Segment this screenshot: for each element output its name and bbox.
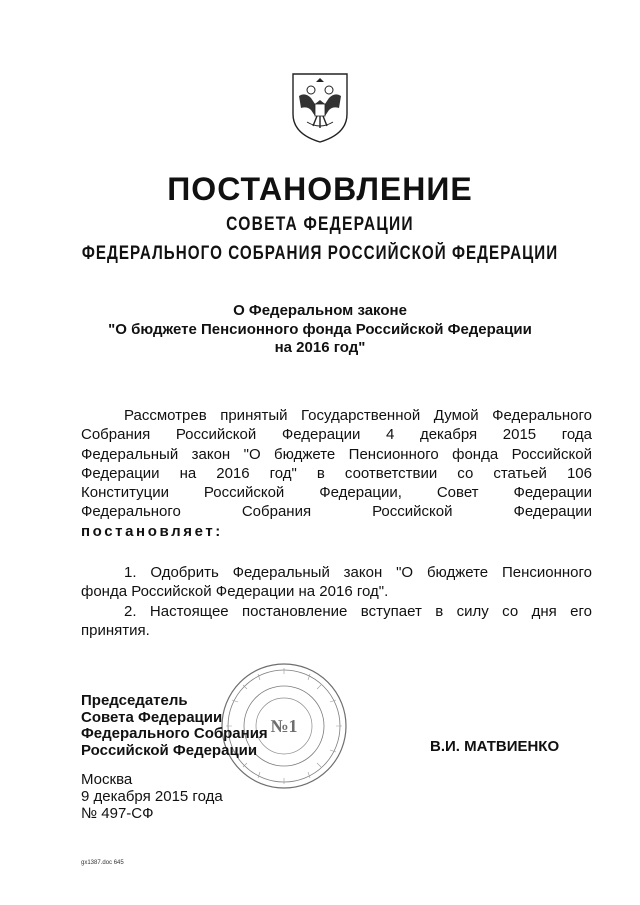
document-number: № 497-СФ [81, 805, 154, 822]
position-line: Совета Федерации [81, 708, 223, 726]
signatory-position [81, 693, 268, 759]
issuer-line-2: ФЕДЕРАЛЬНОГО СОБРАНИЯ РОССИЙСКОЙ ФЕДЕРАЦИИ [81, 243, 559, 264]
item-2-line: принятия. [81, 621, 150, 639]
place-date-number [81, 771, 223, 822]
position-line: Федерального Собрания [81, 725, 268, 742]
seal-number: №1 [270, 716, 298, 736]
preamble-line: Федеральный закон "О бюджете Пенсионного фонда Российской [81, 445, 592, 463]
city: Москва [81, 771, 133, 788]
item-2-line: 2. Настоящее постановление вступает в силу со дня его [124, 602, 592, 620]
document-subject [0, 302, 640, 358]
signatory-name: В.И. МАТВИЕНКО [430, 738, 560, 755]
preamble-line: Конституции Российской Федерации, Совет Федерации [81, 484, 592, 502]
preamble-line: Федерации на 2016 год" в соответствии со статьей 106 [81, 464, 592, 482]
resolution-items [81, 563, 592, 640]
issuer-line-1: СОВЕТА ФЕДЕРАЦИИ [226, 214, 414, 235]
position-line: Российской Федерации [81, 741, 258, 759]
coat-of-arms-icon [289, 70, 351, 144]
subject-line: на 2016 год" [274, 339, 366, 356]
preamble-paragraph [81, 406, 592, 541]
file-code: gx1387.doc 645 [81, 860, 124, 866]
position-line: Председатель [81, 692, 188, 709]
date: 9 декабря 2015 года [81, 788, 223, 805]
document-title: ПОСТАНОВЛЕНИЕ [167, 171, 473, 207]
item-1-line: фонда Российской Федерации на 2016 год". [81, 583, 389, 601]
preamble-line: Рассмотрев принятый Государственной Думой Федерального [124, 407, 592, 424]
preamble-line: Собрания Российской Федерации 4 декабря 2015 года [81, 426, 592, 444]
item-1-line: 1. Одобрить Федеральный закон "О бюджете Пенсионного [124, 564, 592, 581]
decision-keyword: постановляет: [81, 522, 223, 540]
subject-line: "О бюджете Пенсионного фонда Российской Федерации [108, 320, 532, 338]
subject-line: О Федеральном законе [233, 302, 407, 319]
preamble-line: Федерального Собрания Российской Федерации [81, 503, 592, 521]
